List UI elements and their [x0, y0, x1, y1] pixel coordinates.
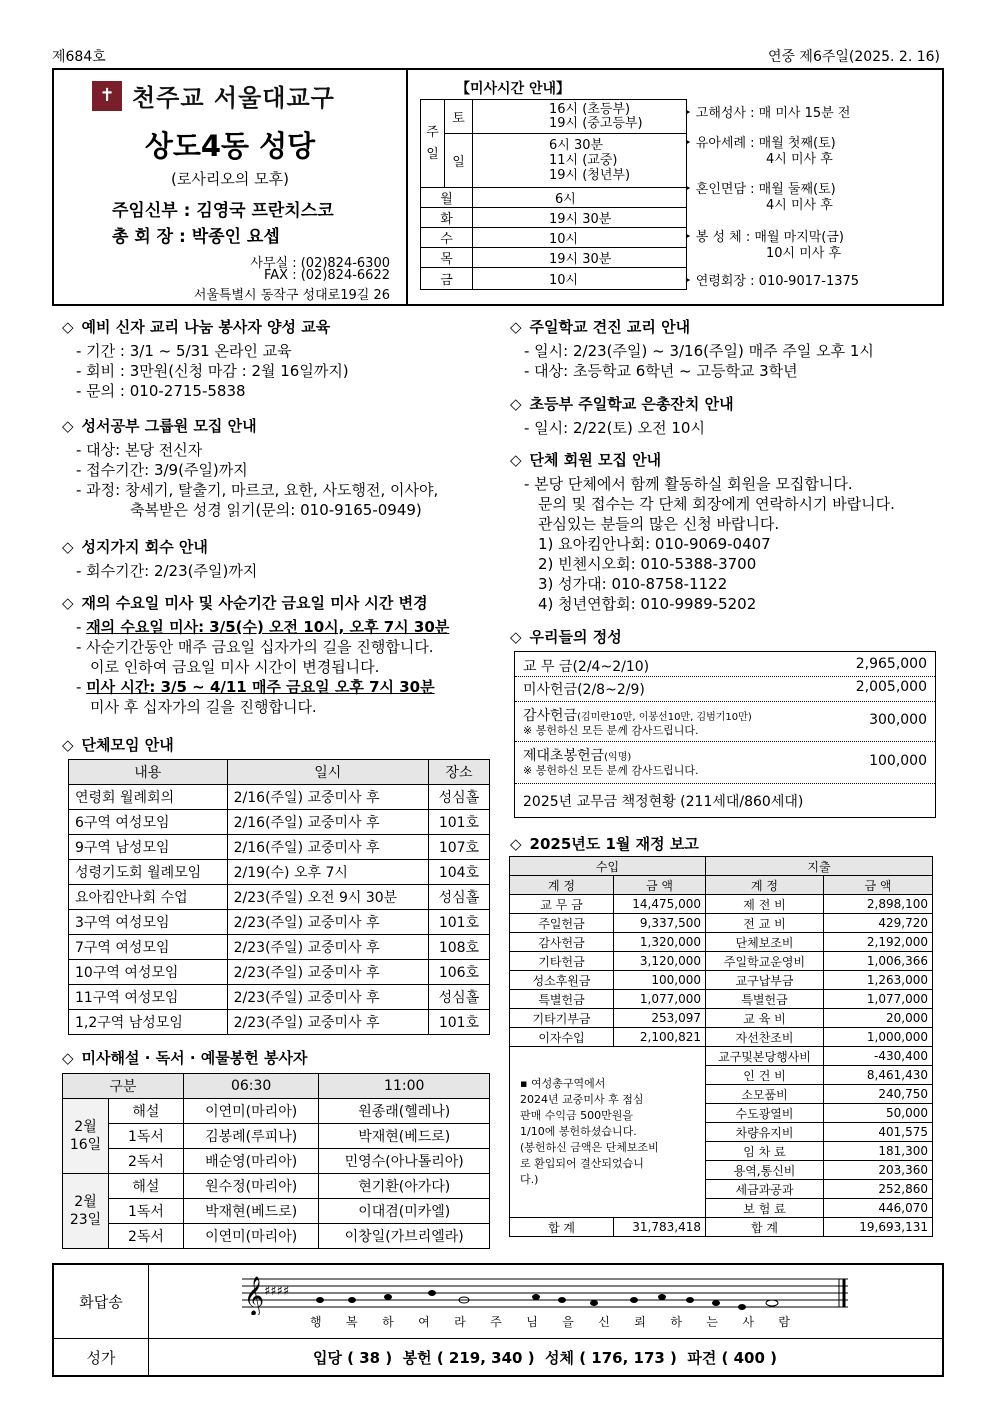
council-president: 총 회 장 : 박종인 요셉 — [112, 227, 280, 247]
table-row: 수도광열비 50,000 — [510, 1104, 933, 1123]
table-row: 7구역 여성모임 2/23(주일) 교중미사 후 108호 — [69, 935, 490, 960]
section-palm-return: ◇ 성지가지 회수 안내 - 회수기간: 2/23(주일)까지 — [62, 537, 258, 580]
confession-info: ‣ 고해성사 : 매 미사 15분 전 — [684, 106, 851, 121]
finance-table: 수입 지출 계 정 금 액 계 정 금 액 교 무 금 14,475,000 제 전 비 2,898,100 주일헌금 9,337,500 전 교 비 429,720 감사헌금 1,320,000 단체보조비 2,192,000 기타헌금 3,120,000 주일학교운영비 1,006,366 성소후원금 100,000 교구납부금 1,263,000 특별헌금 1,077,000 특별헌금 1,077,000 기타기부금 253,097 교 육 비 20,000 이자수입 2,100,821 자선찬조비 1,000,000 ▪ 여성총구역에서 2024년 교중미사 후 점심 판매 수익금 500만원을 1/10에 봉헌하셨습니다. (봉헌하신 금액은 단체보조비 로 환입되어 결산되었습니 다.) 교구및본당행사비 -430,400 인 건 비 8,461,430 소모품비 240,750 수도광열비 50,000 차량유지비 401,575 임 차 료 181,300 용역,통신비 203,360 세금과공과 252,860 보 험 료 446,070 합 계 31,783,418 합 계 19,693,131 — [509, 856, 933, 1237]
table-row: 요아킴안나회 수업 2/23(주일) 오전 9시 30분 성심홀 — [69, 885, 490, 910]
table-row: ▪ 여성총구역에서 2024년 교중미사 후 점심 판매 수익금 500만원을 1/10에 봉헌하셨습니다. (봉헌하신 금액은 단체보조비 로 환입되어 결산되었습니 다.) 교구및본당행사비 -430,400 — [510, 1047, 933, 1066]
table-row: 소모품비 240,750 — [510, 1085, 933, 1104]
table-row: 11구역 여성모임 2/23(주일) 교중미사 후 성심홀 — [69, 985, 490, 1010]
table-row: 임 차 료 181,300 — [510, 1142, 933, 1161]
section-finance-report: ◇ 2025년도 1월 재정 보고 — [510, 834, 699, 853]
table-row: 기타기부금 253,097 교 육 비 20,000 — [510, 1009, 933, 1028]
communion-sick-info: ‣ 봉 성 체 : 매월 마지막(금) — [684, 230, 845, 245]
issue-number: 제684호 — [52, 49, 106, 65]
section-member-recruit: ◇ 단체 회원 모집 안내 - 본당 단체에서 함께 활동하실 회원을 모집합니다. 문의 및 접수는 각 단체 회장에게 연락하시기 바랍니다. 관심있는 분들의 많은 신청 바랍니다. 1) 요아킴안나회: 010-9069-0407 2) 빈첸시오회: 010-5388-3700 3) 성가대: 010-8758-1122 4) 청년연합회: 010-9989-5202 — [510, 450, 895, 613]
diamond-icon: ◇ — [510, 627, 522, 646]
mass-times-table: 주 일 토 16시 (초등부) 19시 (중고등부) 일 6시 30분 11시 (교중) 19시 (청년부) 월 6시 화 19시 30분 수 10시 목 19시 30분 금 10시 — [420, 99, 687, 290]
parish-patron: (로사리오의 모후) — [171, 170, 289, 188]
table-row: 성령기도회 월례모임 2/19(수) 오후 7시 104호 — [69, 860, 490, 885]
table-row: 6구역 여성모임 2/16(주일) 교중미사 후 101호 — [69, 810, 490, 835]
table-row: 이자수입 2,100,821 자선찬조비 1,000,000 — [510, 1028, 933, 1047]
total-row: 합 계 31,783,418 합 계 19,693,131 — [510, 1218, 933, 1237]
table-row: 특별헌금 1,077,000 특별헌금 1,077,000 — [510, 990, 933, 1009]
psalm-staff — [242, 1271, 854, 1315]
diamond-icon: ◇ — [62, 593, 74, 612]
diamond-icon: ◇ — [510, 394, 522, 413]
psalm-lyrics: 행 복 하 여 라 주 님 을 신 뢰 하 는 사 람 — [310, 1315, 790, 1329]
table-row: 보 험 료 446,070 — [510, 1199, 933, 1218]
office-phone: 사무실 : (02)824-6300 — [250, 256, 390, 271]
table-row: 세금과공과 252,860 — [510, 1180, 933, 1199]
header-box: ✝ 천주교 서울대교구 상도4동 성당 (로사리오의 모후) 주임신부 : 김영국 프란치스코 총 회 장 : 박종인 요셉 사무실 : (02)824-6300 FAX : (02)824-6622 서울특별시 동작구 성대로19길 26 【미사시간 안내】 주 일 토 16시 (초등부) 19시 (중고등부) 일 6시 30분 11시 (교중) 19시 (청년부) 월 6시 화 19시 30분 수 10시 목 19시 30분 금 10시 ‣ 고해성사 : 매 미사 15분 전 ‣ 유아세례 : 매월 첫째(토) 4시 미사 후 ‣ 혼인면담 : 매월 둘째(토) 4시 미사 후 ‣ 봉 성 체 : 매월 마지막(금) 10시 미사 후 ‣ 연령회장 : 010-9017-1375 — [52, 68, 944, 306]
section-bible-study: ◇ 성서공부 그룹원 모집 안내 - 대상: 본당 전신자 - 접수기간: 3/9(주일)까지 - 과정: 창세기, 탈출기, 마르코, 요한, 사도행전, 이사야, 축복받은 성경 읽기(문의: 010-9165-0949) — [62, 416, 439, 519]
marriage-info: ‣ 혼인면담 : 매월 둘째(토) — [684, 182, 836, 197]
section-group-meetings: ◇ 단체모임 안내 — [62, 735, 174, 754]
diamond-icon: ◇ — [62, 416, 74, 435]
offerings-box: 교 무 금(2/4~2/10) 2,965,000 미사헌금(2/8~2/9) 2,005,000 감사헌금(김미란10만, 이봉선10만, 김범기10만) ※ 봉헌하신 모든 분께 감사드립니다. 300,000 제대초봉헌금(익명) ※ 봉헌하신 모든 분께 감사드립니다. 100,000 2025년 교무금 책정현황 (211세대/860세대) — [514, 651, 936, 818]
section-offerings: ◇ 우리들의 정성 — [510, 627, 622, 646]
psalm-label: 화답송 — [79, 1293, 123, 1311]
table-row: 10구역 여성모임 2/23(주일) 교중미사 후 106호 — [69, 960, 490, 985]
table-row: 차량유지비 401,575 — [510, 1123, 933, 1142]
section-confirmation: ◇ 주일학교 견진 교리 안내 - 일시: 2/23(주일) ~ 3/16(주일) 매주 주일 오후 1시 - 대상: 초등학교 6학년 ~ 고등학교 3학년 — [510, 317, 874, 380]
address: 서울특별시 동작구 성대로19길 26 — [193, 288, 390, 303]
office-fax: FAX : (02)824-6622 — [263, 268, 390, 283]
table-row: 성소후원금 100,000 교구납부금 1,263,000 — [510, 971, 933, 990]
table-row: 감사헌금 1,320,000 단체보조비 2,192,000 — [510, 933, 933, 952]
cross-logo-icon: ✝ — [92, 81, 122, 111]
table-row: 연령회 월례회의 2/16(주일) 교중미사 후 성심홀 — [69, 785, 490, 810]
baptism-info: ‣ 유아세례 : 매월 첫째(토) — [684, 136, 836, 151]
diamond-icon: ◇ — [62, 537, 74, 556]
table-row: 9구역 남성모임 2/16(주일) 교중미사 후 107호 — [69, 835, 490, 860]
music-box — [52, 1263, 944, 1377]
section-grace-party: ◇ 초등부 주일학교 은총잔치 안내 - 일시: 2/22(토) 오전 10시 — [510, 394, 734, 437]
parish-name: 상도4동 성당 — [144, 129, 316, 163]
svg-text:♯♯♯♯: ♯♯♯♯ — [264, 1284, 290, 1299]
table-row: 교 무 금 14,475,000 제 전 비 2,898,100 — [510, 895, 933, 914]
table-row: 주일헌금 9,337,500 전 교 비 429,720 — [510, 914, 933, 933]
diamond-icon: ◇ — [510, 317, 522, 336]
hymn-label: 성가 — [86, 1349, 116, 1367]
table-row: 3구역 여성모임 2/23(주일) 교중미사 후 101호 — [69, 910, 490, 935]
mass-times-title: 【미사시간 안내】 — [456, 81, 571, 97]
diamond-icon: ◇ — [62, 735, 74, 754]
section-servers: ◇ 미사해설 · 독서 · 예물봉헌 봉사자 — [62, 1048, 308, 1067]
pastor: 주임신부 : 김영국 프란치스코 — [112, 201, 334, 221]
section-catechist-training: ◇ 예비 신자 교리 나눔 봉사자 양성 교육 - 기간 : 3/1 ~ 5/31 온라인 교육 - 회비 : 3만원(신청 마감 : 2월 16일까지) - 문의 : 010-2715-5838 — [62, 317, 349, 400]
table-row: 기타헌금 3,120,000 주일학교운영비 1,006,366 — [510, 952, 933, 971]
sunday-label: 주 일 — [421, 100, 445, 188]
table-row: 인 건 비 8,461,430 — [510, 1066, 933, 1085]
table-row: 1,2구역 남성모임 2/23(주일) 교중미사 후 101호 — [69, 1010, 490, 1035]
funeral-council-info: ‣ 연령회장 : 010-9017-1375 — [684, 274, 860, 289]
issue-date: 연중 제6주일(2025. 2. 16) — [767, 49, 940, 65]
diamond-icon: ◇ — [510, 450, 522, 469]
servers-table: 구분 06:30 11:00 2월 16일 해설 이연미(마리아) 원종래(헬레나) 1독서 김봉례(루피나) 박재현(베드로) 2독서 배순영(마리아) 민영수(아나톨리아) 2월 23일 해설 원수정(마리아) 현기환(아가다) 1독서 박재현(베드로) 이대겸(미카엘) 2독서 이연미(마리아) 이창일(가브리엘라) — [62, 1073, 490, 1249]
archdiocese-logo: ✝ 천주교 서울대교구 — [92, 78, 335, 113]
hymn-numbers: 입당 ( 38 ) 봉헌 ( 219, 340 ) 성체 ( 176, 173 ) 파견 ( 400 ) — [312, 1349, 778, 1367]
diamond-icon: ◇ — [62, 317, 74, 336]
diamond-icon: ◇ — [510, 834, 522, 853]
table-row: 용역,통신비 203,360 — [510, 1161, 933, 1180]
section-ash-wednesday: ◇ 재의 수요일 미사 및 사순기간 금요일 미사 시간 변경 - 재의 수요일 미사: 3/5(수) 오전 10시, 오후 7시 30분 - 사순기간동안 매주 금요일 십자가의 길을 진행합니다. 이로 인하여 금요일 미사 시간이 변경됩니다. - 미사 시간: 3/5 ~ 4/11 매주 금요일 오후 7시 30분 미사 후 십자가의 길을 진행합니다. — [62, 593, 450, 716]
finance-note: ▪ 여성총구역에서 2024년 교중미사 후 점심 판매 수익금 500만원을 1/10에 봉헌하셨습니다. (봉헌하신 금액은 단체보조비 로 환입되어 결산되었습니 다.) — [510, 1047, 706, 1218]
meetings-table: 내용 일시 장소 연령회 월례회의 2/16(주일) 교중미사 후 성심홀 6구역 여성모임 2/16(주일) 교중미사 후 101호 9구역 남성모임 2/16(주일) 교중미사 후 107호 성령기도회 월례모임 2/19(수) 오후 7시 104호 요아킴안나회 수업 2/23(주일) 오전 9시 30분 성심홀 3구역 여성모임 2/23(주일) 교중미사 후 101호 7구역 여성모임 2/23(주일) 교중미사 후 108호 10구역 여성모임 2/23(주일) 교중미사 후 106호 11구역 여성모임 2/23(주일) 교중미사 후 성심홀 1,2구역 남성모임 2/23(주일) 교중미사 후 101호 — [68, 759, 490, 1035]
treble-clef-icon: 𝄞 — [244, 1276, 265, 1315]
diamond-icon: ◇ — [62, 1048, 74, 1067]
